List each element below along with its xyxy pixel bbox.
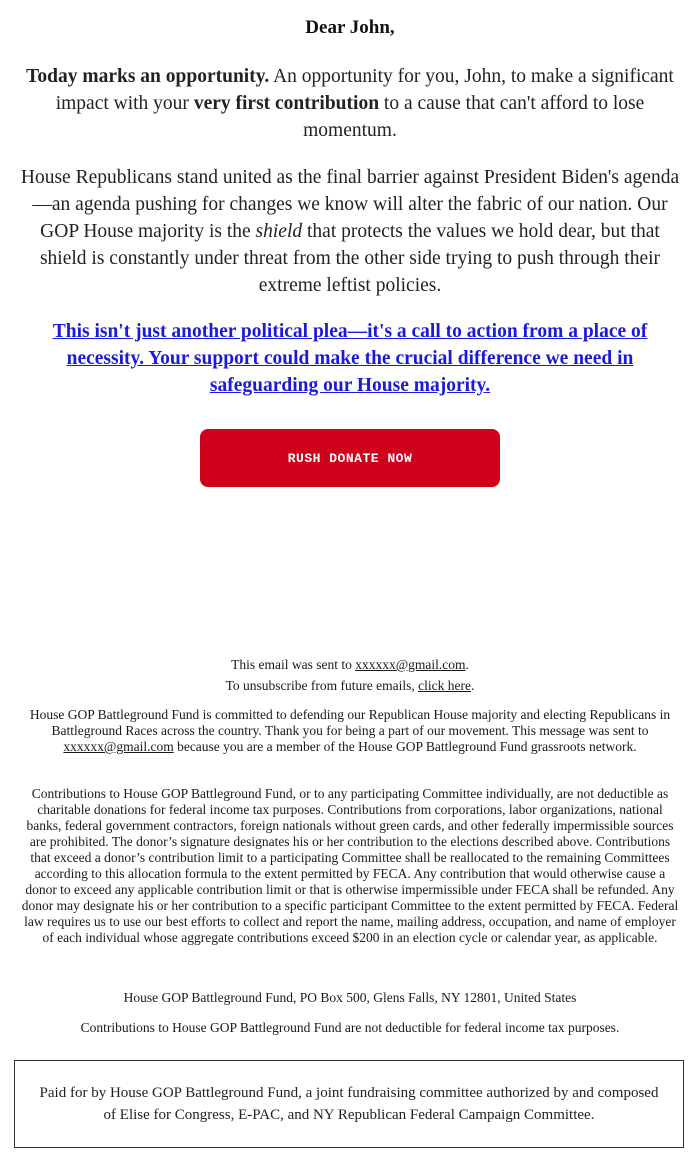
cta-paragraph bbox=[18, 318, 682, 399]
body-text-b: that protects the values we hold dear, but that shield is constantly under threat from the other side trying to push through their extreme leftist policies. bbox=[39, 221, 661, 296]
sent-to-line bbox=[20, 654, 680, 675]
sent-to-suffix: . bbox=[465, 657, 469, 672]
footer-legal: Contributions to House GOP Battleground Fund, or to any participating Committee individually, are not deductible as charitable donations for federal income tax purposes. Contributions from corporations, labor organizations, national banks, federal government contractors, foreign nationals without green cards, and other federally impermissible sources are prohibited. The donor’s signature designates his or her contribution to the elections described above. Contributions that exceed a donor’s contribution limit to a participating Committee shall be reallocated to the remaining Committees according to this allocation formula to the extent permitted by FECA. Any contribution that would otherwise cause a donor to exceed any applicable contribution limit or that is otherwise impermissible under FECA shall be refunded. Any donor may designate his or her contribution to a specific participant Committee to the extent permitted by FECA. Federal law requires us to use our best efforts to collect and report the name, mailing address, occupation, and name of employer of each individual whose aggregate contributions exceed $200 in an election cycle or calendar year, as applicable. bbox=[21, 786, 679, 945]
commitment-email-link[interactable]: xxxxxx@gmail.com bbox=[63, 739, 174, 754]
paid-for-box bbox=[14, 1060, 684, 1148]
body-italic-shield: shield bbox=[255, 221, 303, 242]
body-paragraph bbox=[18, 164, 682, 299]
opening-paragraph bbox=[18, 63, 682, 144]
opening-text-b: to a cause that can't afford to lose momentum. bbox=[303, 93, 645, 141]
commitment-text-a: House GOP Battleground Fund is committed to defending our Republican House majority and electing Republicans in Battleground Races across the country. Thank you for being a part of our movement. This message was sent to bbox=[29, 707, 671, 738]
opening-text-a: An opportunity for you, John, to make a significant impact with your bbox=[55, 66, 674, 114]
unsubscribe-line bbox=[20, 675, 680, 696]
greeting: Dear John, bbox=[305, 17, 395, 38]
cta-link[interactable]: This isn't just another political plea—it's a call to action from a place of necessity. Your support could make the crucial difference we need in safeguarding our House majority. bbox=[52, 321, 648, 396]
donate-button[interactable]: RUSH DONATE NOW bbox=[200, 429, 500, 487]
sent-to-email-link[interactable]: xxxxxx@gmail.com bbox=[355, 657, 466, 672]
footer-not-deductible: Contributions to House GOP Battleground Fund are not deductible for federal income tax purposes. bbox=[80, 1020, 620, 1035]
footer-address: House GOP Battleground Fund, PO Box 500, Glens Falls, NY 12801, United States bbox=[123, 990, 577, 1005]
sent-to-prefix: This email was sent to bbox=[231, 657, 356, 672]
unsubscribe-link[interactable]: click here bbox=[418, 678, 471, 693]
footer-sent-info bbox=[20, 654, 680, 696]
opening-bold-mid: very first contribution bbox=[193, 93, 380, 114]
unsubscribe-suffix: . bbox=[470, 678, 475, 693]
footer-commitment bbox=[20, 707, 680, 755]
opening-bold-lead: Today marks an opportunity. bbox=[26, 66, 270, 87]
paid-for-text: Paid for by House GOP Battleground Fund, a joint fundraising committee authorized by and composed of Elise for Congress, E-PAC, and NY Republican Federal Campaign Committee. bbox=[39, 1085, 659, 1123]
commitment-text-b: because you are a member of the House GOP Battleground Fund grassroots network. bbox=[173, 739, 637, 754]
unsubscribe-prefix: To unsubscribe from future emails, bbox=[225, 678, 419, 693]
body-text-a: House Republicans stand united as the final barrier against President Biden's agenda—an agenda pushing for changes we know will alter the fabric of our nation. Our GOP House majority is the bbox=[20, 167, 680, 242]
